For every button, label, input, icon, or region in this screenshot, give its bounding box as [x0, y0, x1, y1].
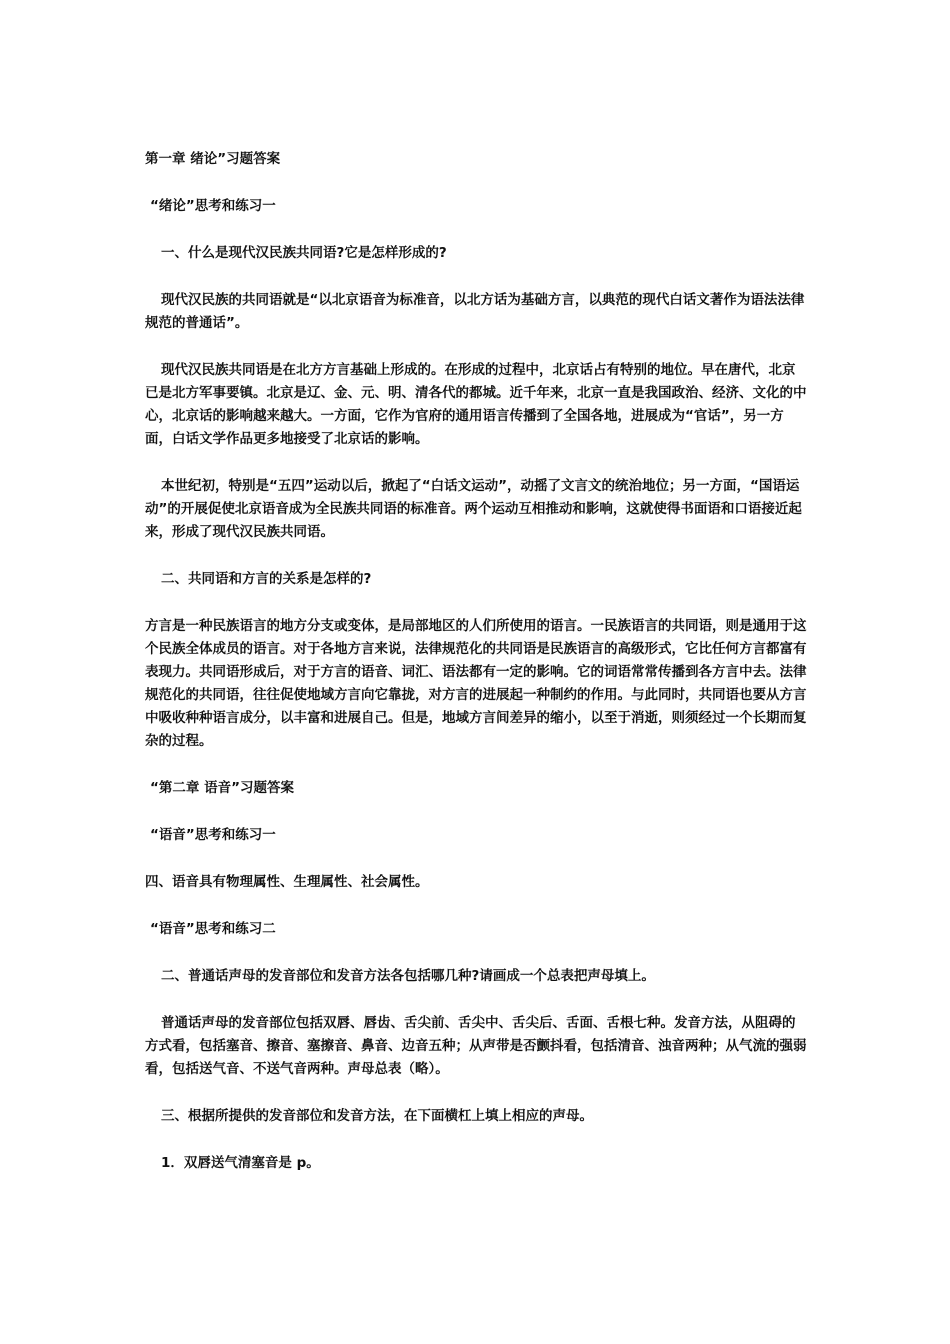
- question-4: 四、语音具有物理属性、生理属性、社会属性。: [145, 874, 429, 890]
- question-2: 二、共同语和方言的关系是怎样的?: [161, 571, 372, 587]
- question-1: 一、什么是现代汉民族共同语?它是怎样形成的?: [161, 245, 447, 261]
- document-body: [145, 148, 807, 1175]
- exercise1-heading: “绪论”思考和练习一: [150, 198, 276, 214]
- phonetics-exercise-1-heading: “语音”思考和练习一: [150, 827, 276, 843]
- chapter1-title: 第一章 绪论”习题答案: [145, 151, 281, 167]
- answer-1-paragraph-2: 现代汉民族共同语是在北方方言基础上形成的。在形成的过程中，北京话占有特别的地位。早在唐代，北京已是北方军事要镇。北京是辽、金、元、明、清各代的都城。近千年来，北京一直是我国政治、经济、文化的中心，北京话的影响越来越大。一方面，它作为官府的通用语言传播到了全国各地，进展成为“官话”，另一方面，白话文学作品更多地接受了北京话的影响。: [145, 362, 807, 447]
- answer-2: 方言是一种民族语言的地方分支或变体，是局部地区的人们所使用的语言。一民族语言的共同语，则是通用于这个民族全体成员的语言。对于各地方言来说，法律规范化的共同语是民族语言的高级形式，它比任何方言都富有表现力。共同语形成后，对于方言的语音、词汇、语法都有一定的影响。它的词语常常传播到各方言中去。法律规范化的共同语，往往促使地域方言向它靠拢，对方言的进展起一种制约的作用。与此同时，共同语也要从方言中吸收种种语言成分，以丰富和进展自己。但是，地域方言间差异的缩小，以至于消逝，则须经过一个长期而复杂的过程。: [145, 618, 807, 749]
- question-3: 三、根据所提供的发音部位和发音方法，在下面横杠上填上相应的声母。: [161, 1108, 593, 1124]
- answer-2b: 普通话声母的发音部位包括双唇、唇齿、舌尖前、舌尖中、舌尖后、舌面、舌根七种。发音方法，从阻碍的方式看，包括塞音、擦音、塞擦音、鼻音、边音五种；从声带是否颤抖看，包括清音、浊音两种；从气流的强弱看，包括送气音、不送气音两种。声母总表（略）。: [145, 1015, 807, 1077]
- answer-1-paragraph-3: 本世纪初，特别是“五四”运动以后，掀起了“白话文运动”，动摇了文言文的统治地位；另一方面，“国语运动”的开展促使北京语音成为全民族共同语的标准音。两个运动互相推动和影响，这就使得书面语和口语接近起来，形成了现代汉民族共同语。: [145, 478, 802, 540]
- question-2b: 二、普通话声母的发音部位和发音方法各包括哪几种?请画成一个总表把声母填上。: [161, 968, 655, 984]
- answer-1-paragraph-1: 现代汉民族的共同语就是“以北京语音为标准音，以北方话为基础方言，以典范的现代白话文著作为语法法律规范的普通话”。: [145, 292, 805, 331]
- question-3-item-1: 1．双唇送气清塞音是 p。: [161, 1155, 320, 1171]
- chapter2-title: “第二章 语音”习题答案: [150, 780, 294, 796]
- phonetics-exercise-2-heading: “语音”思考和练习二: [150, 921, 276, 937]
